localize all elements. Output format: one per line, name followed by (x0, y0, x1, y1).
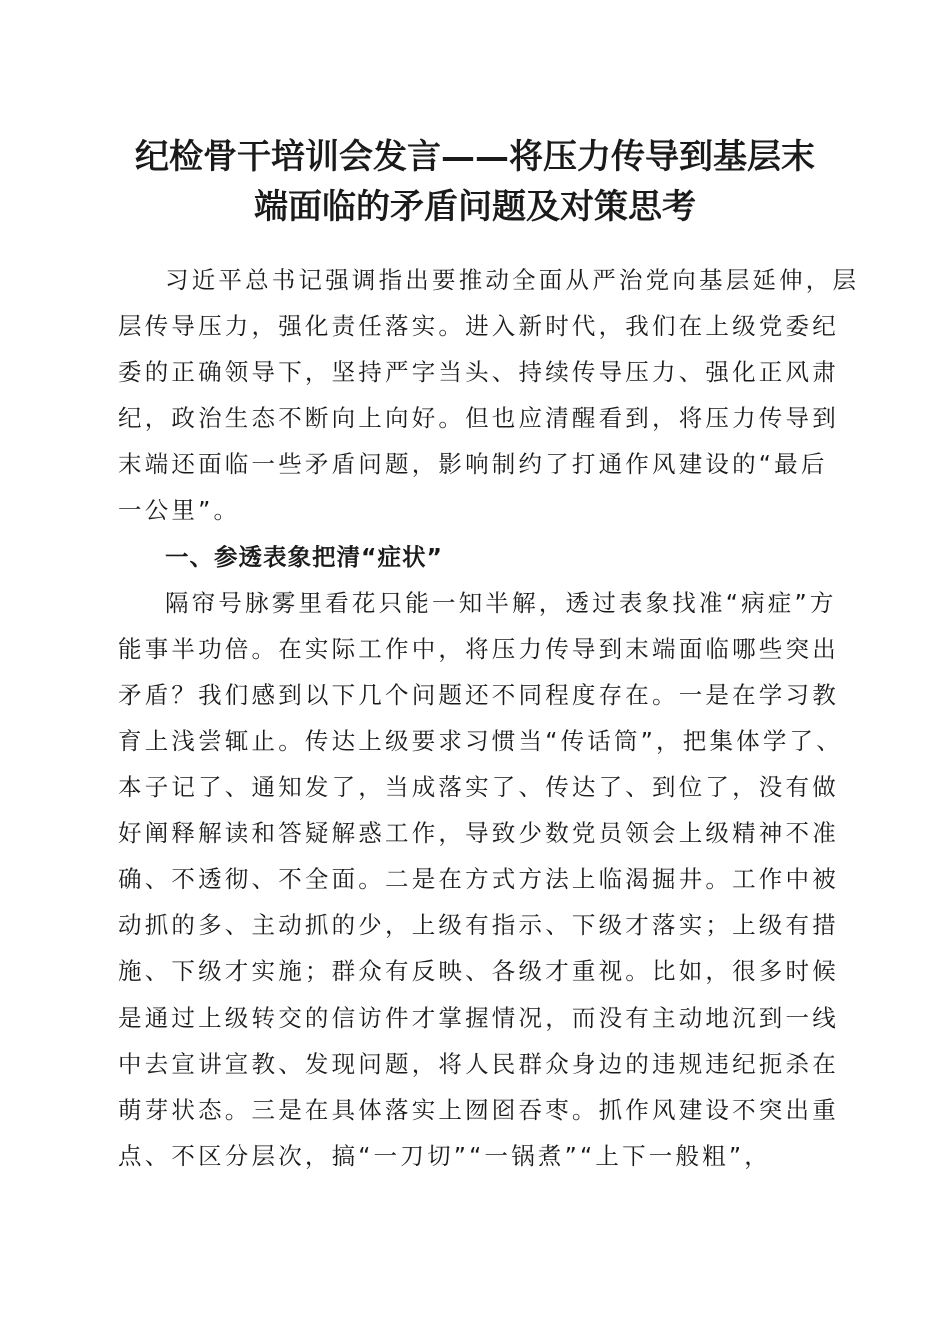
document-title (100, 132, 850, 232)
text-line: 能事半功倍。在实际工作中，将压力传导到末端面临哪些突出 (118, 634, 839, 663)
text-line: 一公里”。 (118, 496, 241, 525)
section-heading-1: 一、参透表象把清“症状” (165, 542, 443, 571)
text-line: 隔帘号脉雾里看花只能一知半解，透过表象找准“病症”方 (165, 588, 837, 617)
text-line: 施、下级才实施；群众有反映、各级才重视。比如，很多时候 (118, 957, 839, 986)
paragraph-2 (118, 580, 843, 1179)
text-line: 习近平总书记强调指出要推动全面从严治党向基层延伸，层 (165, 266, 860, 294)
text-line: 好阐释解读和答疑解惑工作，导致少数党员领会上级精神不准 (118, 819, 839, 848)
text-line: 纪，政治生态不断向上向好。但也应清醒看到，将压力传导到 (118, 404, 839, 433)
title-line-2: 端面临的矛盾问题及对策思考 (254, 187, 696, 227)
text-line: 是通过上级转交的信访件才掌握情况，而没有主动地沉到一线 (118, 1003, 839, 1032)
text-line: 末端还面临一些矛盾问题，影响制约了打通作风建设的“最后 (118, 450, 828, 479)
document-body (118, 257, 860, 1179)
text-line: 确、不透彻、不全面。二是在方式方法上临渴掘井。工作中被 (118, 865, 839, 894)
text-line: 动抓的多、主动抓的少，上级有指示、下级才落实；上级有措 (118, 911, 839, 940)
text-line: 中去宣讲宣教、发现问题，将人民群众身边的违规违纪扼杀在 (118, 1049, 839, 1078)
text-line: 层传导压力，强化责任落实。进入新时代，我们在上级党委纪 (118, 312, 839, 341)
text-line: 委的正确领导下，坚持严字当头、持续传导压力、强化正风肃 (118, 358, 839, 387)
text-line: 点、不区分层次，搞“一刀切”“一锅煮”“上下一般粗”， (118, 1141, 771, 1170)
paragraph-1 (118, 257, 860, 534)
text-line: 萌芽状态。三是在具体落实上囫囵吞枣。抓作风建设不突出重 (118, 1095, 839, 1124)
title-line-1: 纪检骨干培训会发言——将压力传导到基层末 (135, 137, 815, 177)
text-line: 矛盾？我们感到以下几个问题还不同程度存在。一是在学习教 (118, 680, 839, 709)
text-line: 本子记了、通知发了，当成落实了、传达了、到位了，没有做 (118, 773, 839, 802)
text-line: 育上浅尝辄止。传达上级要求习惯当“传话筒”，把集体学了、 (118, 726, 843, 755)
